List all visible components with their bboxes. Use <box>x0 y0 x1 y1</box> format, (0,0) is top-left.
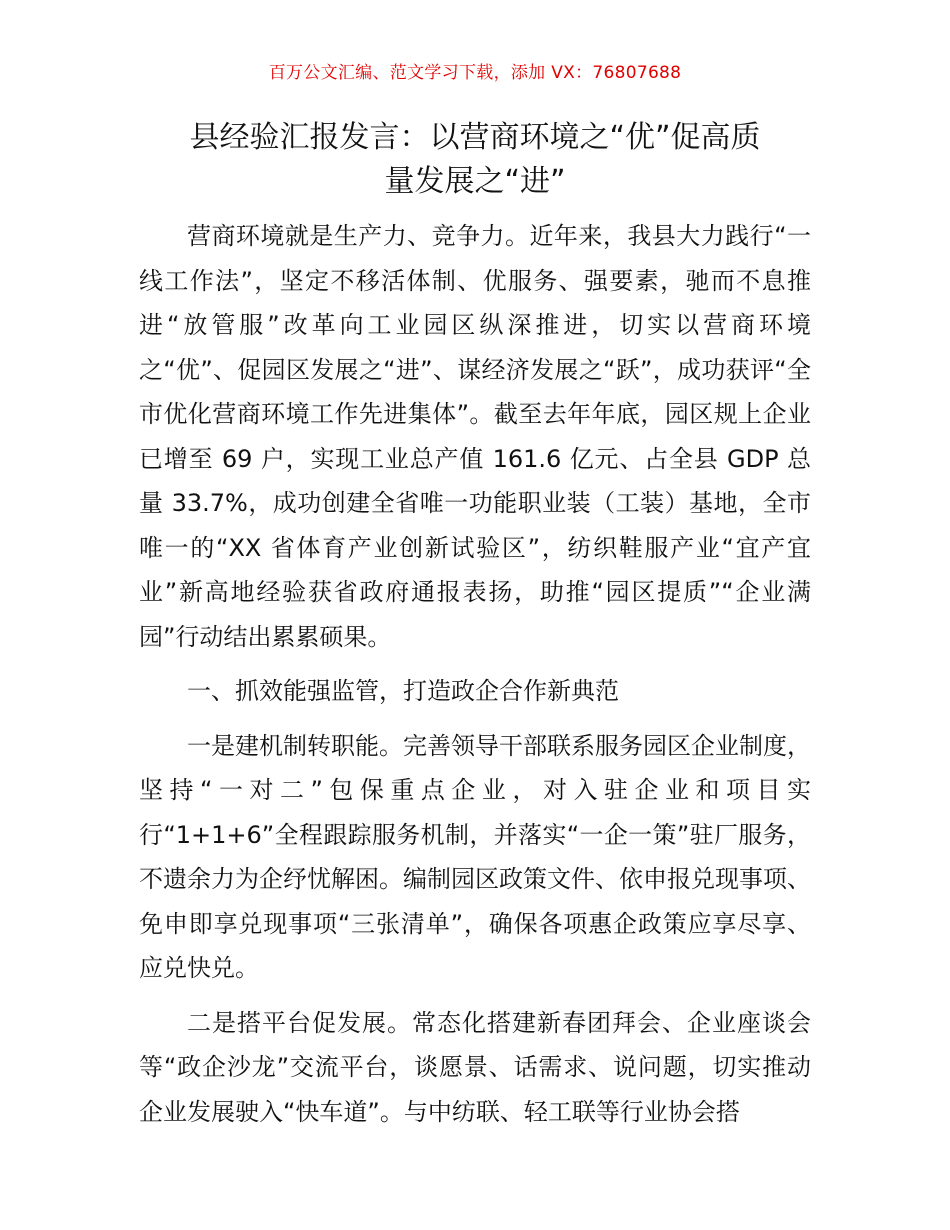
title-line-2: 量发展之“进” <box>384 164 566 199</box>
page-title <box>120 116 830 204</box>
title-line-1: 县经验汇报发言：以营商环境之“优”促高质 <box>189 120 761 155</box>
section-heading-1: 一、抓效能强监管，打造政企合作新典范 <box>187 677 619 705</box>
promo-header: 百万公文汇编、范文学习下载，添加 VX：76807688 <box>268 63 682 83</box>
document-body <box>139 214 811 1134</box>
body-paragraph-1: 一是建机制转职能。完善领导干部联系服务园区企业制度，坚持“一对二”包保重点企业，对入驻企业和项目实行“1+1+6”全程跟踪服务机制，并落实“一企一策”驻厂服务，不遗余力为企纾忧解困。编制园区政策文件、依申报兑现事项、免申即享兑现事项“三张清单”，确保各项惠企政策应享尽享、应兑快兑。 <box>139 731 811 982</box>
body-paragraph-2: 二是搭平台促发展。常态化搭建新春团拜会、企业座谈会等“政企沙龙”交流平台，谈愿景、话需求、说问题，切实推动企业发展驶入“快车道”。与中纺联、轻工联等行业协会搭 <box>139 1008 811 1126</box>
intro-paragraph: 营商环境就是生产力、竞争力。近年来，我县大力践行“一线工作法”，坚定不移活体制、优服务、强要素，驰而不息推进“放管服”改革向工业园区纵深推进，切实以营商环境之“优”、促园区发展之“进”、谋经济发展之“跃”，成功获评“全市优化营商环境工作先进集体”。截至去年年底，园区规上企业已增至 69 户，实现工业总产值 161.6 亿元、占全县 GDP 总量 33.7%，成功创建全省唯一功能职业装（工装）基地，全市唯一的“XX 省体育产业创新试验区”，纺织鞋服产业“宜产宜业”新高地经验获省政府通报表扬，助推“园区提质”“企业满园”行动结出累累硕果。 <box>139 222 811 651</box>
